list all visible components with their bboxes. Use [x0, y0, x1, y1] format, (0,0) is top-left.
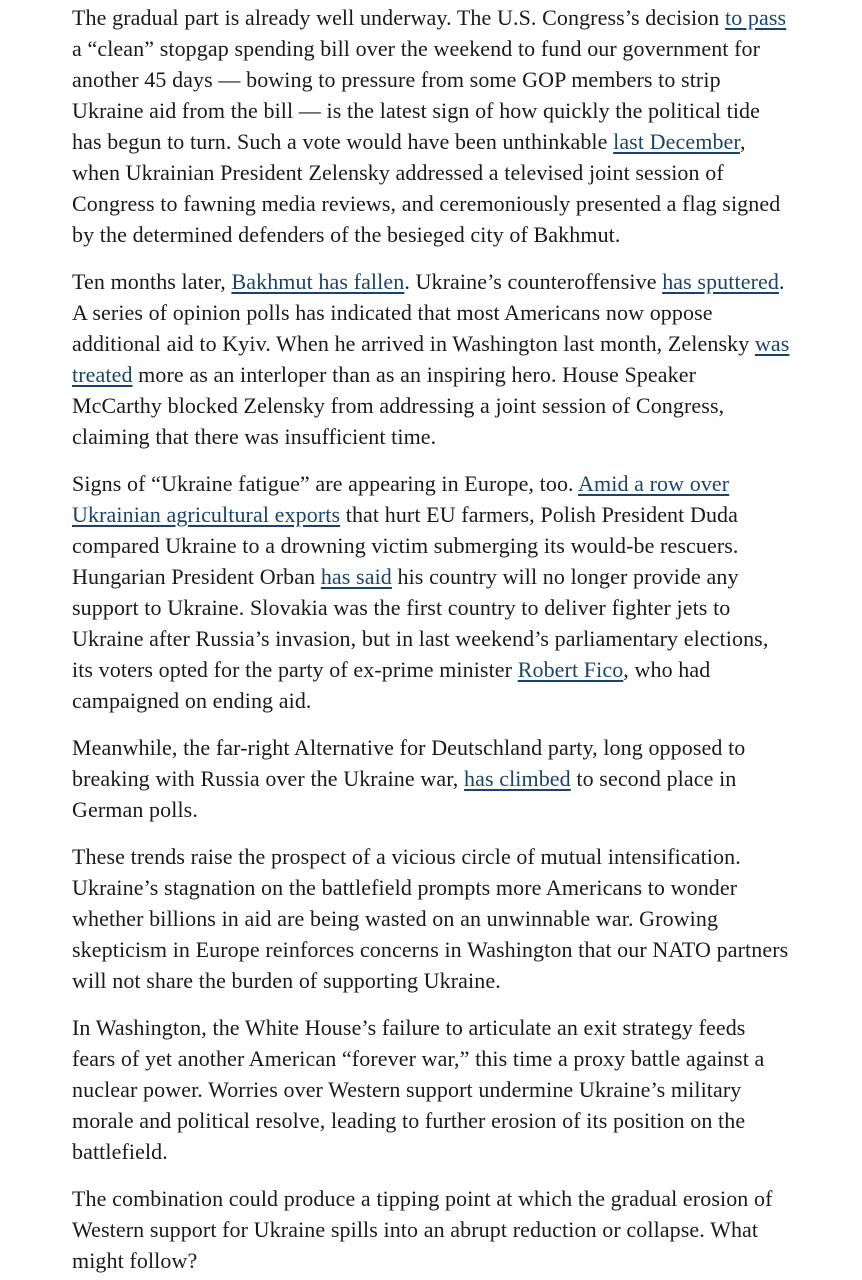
inline-link[interactable]: Amid a row over Ukrainian agricultural exports [72, 471, 730, 527]
inline-link[interactable]: last December [613, 129, 740, 154]
inline-link[interactable]: was treated [72, 331, 790, 387]
paragraph-text: to second place in German polls. [72, 766, 737, 822]
article-paragraphs [72, 2, 790, 1276]
paragraph-text: The gradual part is already well underway. The U.S. Congress’s decision [72, 5, 725, 30]
article-paragraph [72, 468, 790, 716]
paragraph-text: more as an interloper than as an inspiring hero. House Speaker McCarthy blocked Zelensky from addressing a joint session of Congress, claiming that there was insufficient time. [72, 362, 725, 449]
paragraph-text: a “clean” stopgap spending bill over the weekend to fund our government for another 45 days — bowing to pressure from some GOP members to strip Ukraine aid from the bill — is the latest sign of how quickly the political tide has begun to turn. Such a vote would have been unthinkable [72, 36, 761, 154]
paragraph-text: . Ukraine’s counteroffensive [404, 269, 663, 294]
paragraph-text: . A series of opinion polls has indicated that most Americans now oppose additional aid to Kyiv. When he arrived in Washington last month, Zelensky [72, 269, 785, 356]
paragraph-text: Ten months later, [72, 269, 232, 294]
inline-link[interactable]: Bakhmut has fallen [231, 269, 405, 294]
inline-link[interactable]: to pass [724, 5, 787, 30]
inline-link[interactable]: has said [320, 564, 392, 589]
paragraph-text: his country will no longer provide any support to Ukraine. Slovakia was the first country to deliver fighter jets to Ukraine after Russia’s invasion, but in last weekend’s parliamentary elections, its voters opted for the party of ex-prime minister [72, 564, 769, 682]
article-paragraph [72, 266, 790, 452]
article-paragraph [72, 1012, 790, 1167]
paragraph-text: , who had campaigned on ending aid. [72, 657, 711, 713]
paragraph-text: These trends raise the prospect of a vicious circle of mutual intensification. Ukraine’s stagnation on the battlefield prompts more Americans to wonder whether billions in aid are being wasted on an unwinnable war. Growing skepticism in Europe reinforces concerns in Washington that our NATO partners will not share the burden of supporting Ukraine. [72, 844, 789, 993]
paragraph-text: that hurt EU farmers, Polish President Duda compared Ukraine to a drowning victim submerging its would-be rescuers. Hungarian President Orban [72, 502, 739, 589]
paragraph-text: , when Ukrainian President Zelensky addressed a televised joint session of Congress to fawning media reviews, and ceremoniously presented a flag signed by the determined defenders of the besieged city of Bakhmut. [72, 129, 781, 247]
inline-link[interactable]: has climbed [463, 766, 571, 791]
paragraph-text: The combination could produce a tipping point at which the gradual erosion of Western support for Ukraine spills into an abrupt reduction or collapse. What might follow? [72, 1186, 773, 1273]
paragraph-text: In Washington, the White House’s failure to articulate an exit strategy feeds fears of yet another American “forever war,” this time a proxy battle against a nuclear power. Worries over Western support undermine Ukraine’s military morale and political resolve, leading to further erosion of its position on the battlefield. [72, 1015, 765, 1164]
paragraph-text: Signs of “Ukraine fatigue” are appearing in Europe, too. [72, 471, 579, 496]
article-paragraph [72, 732, 790, 825]
article-paragraph [72, 2, 790, 250]
article-paragraph [72, 841, 790, 996]
inline-link[interactable]: Robert Fico [517, 657, 624, 682]
article-paragraph [72, 1183, 790, 1276]
paragraph-text: Meanwhile, the far-right Alternative for Deutschland party, long opposed to breaking with Russia over the Ukraine war, [72, 735, 746, 791]
inline-link[interactable]: has sputtered [662, 269, 779, 294]
